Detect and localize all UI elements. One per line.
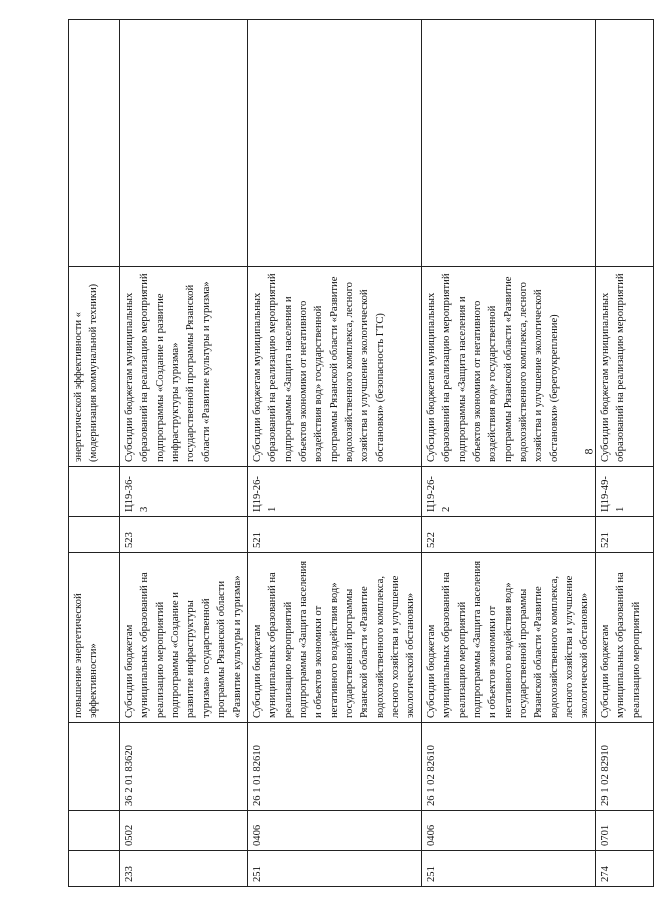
cell-empty bbox=[595, 20, 653, 267]
cell-section: 0406 bbox=[247, 811, 421, 851]
cell-new-code bbox=[69, 467, 120, 517]
cell-section: 0502 bbox=[120, 811, 248, 851]
cell-kvr bbox=[69, 517, 120, 553]
cell-new-description: энергетической эффективности « (модернизация коммунальной техники) bbox=[69, 267, 120, 467]
cell-description: Субсидии бюджетам муниципальных образований на реализацию мероприятий подпрограммы «Защита населения и объектов экономики от негативного воздействия вод» государственной программы Рязанской области «Развитие водохозяйственного комплекса, лесного хозяйства и улучшение экологической обстановки» bbox=[421, 553, 595, 723]
cell-new-description: Субсидии бюджетам муниципальных образований на реализацию мероприятий подпрограммы «Защита населения и объектов экономики от негативного воздействия вод» государственной программы Рязанской области «Развитие водохозяйственного комплекса, лесного хозяйства и улучшение экологической обстановки» (берегоукрепление) bbox=[421, 267, 595, 467]
cell-new-description: Субсидии бюджетам муниципальных образований на реализацию мероприятий подпрограммы «Защита населения и объектов экономики от негативного воздействия вод» государственной программы Рязанской области «Развитие водохозяйственного комплекса, лесного хозяйства и улучшение экологической обстановки» (безопасность ГТС) bbox=[247, 267, 421, 467]
cell-description: Субсидии бюджетам муниципальных образований на реализацию мероприятий подпрограммы «Создание и развитие инфраструктуры туризма» государственной программы Рязанской области «Развитие культуры и туризма» bbox=[120, 553, 248, 723]
cell-new-code: Ц19-49-1 bbox=[595, 467, 653, 517]
table-row-continuation bbox=[69, 20, 120, 887]
table-row bbox=[247, 20, 421, 887]
cell-kvr: 521 bbox=[595, 517, 653, 553]
cell-num: 251 bbox=[247, 851, 421, 887]
cell-new-description: Субсидии бюджетам муниципальных образований на реализацию мероприятий bbox=[595, 267, 653, 467]
cell-num: 251 bbox=[421, 851, 595, 887]
cell-target-code: 26 1 02 82610 bbox=[421, 723, 595, 811]
cell-section: 0406 bbox=[421, 811, 595, 851]
cell-empty bbox=[69, 20, 120, 267]
cell-description: Субсидии бюджетам муниципальных образований на реализацию мероприятий bbox=[595, 553, 653, 723]
page-number: 8 bbox=[581, 448, 596, 455]
table-row bbox=[595, 20, 653, 887]
cell-new-code: Ц19-36-3 bbox=[120, 467, 248, 517]
cell-description: Субсидии бюджетам муниципальных образований на реализацию мероприятий подпрограммы «Защита населения и объектов экономики от негативного воздействия вод» государственной программы Рязанской области «Развитие водохозяйственного комплекса, лесного хозяйства и улучшение экологической обстановки» bbox=[247, 553, 421, 723]
cell-new-description: Субсидии бюджетам муниципальных образований на реализацию мероприятий подпрограммы «Создание и развитие инфраструктуры туризма» государственной программы Рязанской области «Развитие культуры и туризма» bbox=[120, 267, 248, 467]
budget-table bbox=[68, 19, 654, 887]
cell-section: 0701 bbox=[595, 811, 653, 851]
cell-description: повышение энергетической эффективности» bbox=[69, 553, 120, 723]
cell-section bbox=[69, 811, 120, 851]
cell-num: 233 bbox=[120, 851, 248, 887]
rotated-page bbox=[68, 20, 642, 887]
cell-kvr: 522 bbox=[421, 517, 595, 553]
cell-num bbox=[69, 851, 120, 887]
cell-kvr: 523 bbox=[120, 517, 248, 553]
cell-new-code: Ц19-26-2 bbox=[421, 467, 595, 517]
cell-empty bbox=[247, 20, 421, 267]
cell-empty bbox=[120, 20, 248, 267]
cell-target-code: 29 1 02 82910 bbox=[595, 723, 653, 811]
cell-num: 274 bbox=[595, 851, 653, 887]
table-row bbox=[421, 20, 595, 887]
cell-target-code: 36 2 01 83620 bbox=[120, 723, 248, 811]
cell-new-code: Ц19-26-1 bbox=[247, 467, 421, 517]
table-row bbox=[120, 20, 248, 887]
cell-empty bbox=[421, 20, 595, 267]
cell-target-code bbox=[69, 723, 120, 811]
cell-kvr: 521 bbox=[247, 517, 421, 553]
cell-target-code: 26 1 01 82610 bbox=[247, 723, 421, 811]
